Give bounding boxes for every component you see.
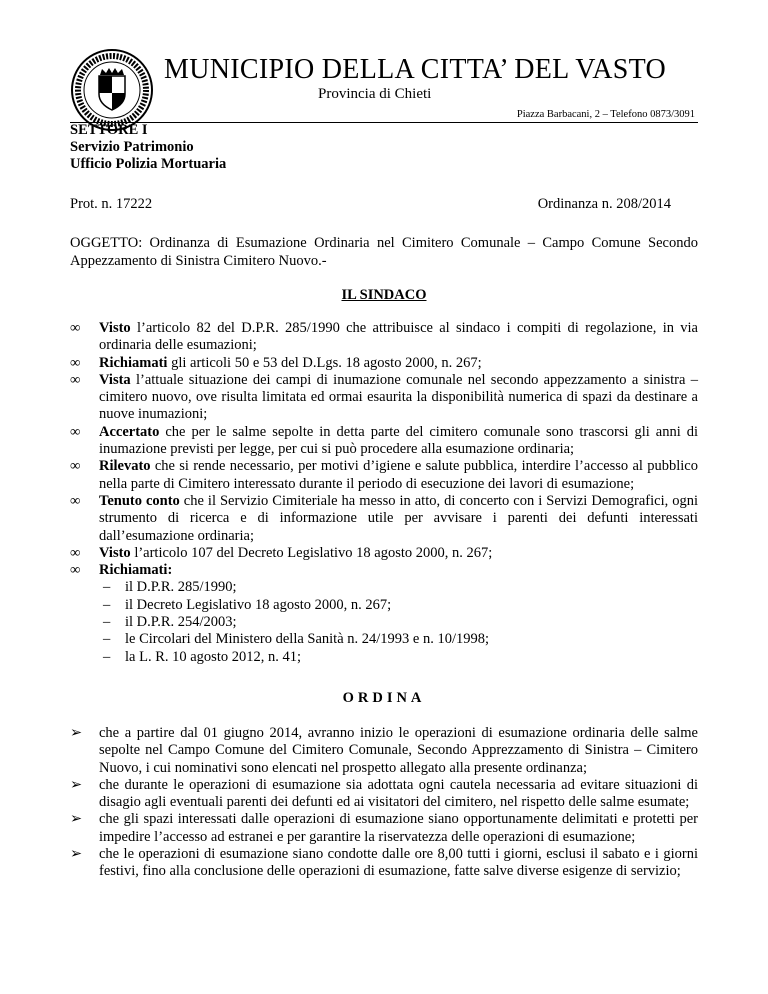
infinity-bullet-icon: ∞ (70, 423, 81, 440)
list-item: ➢ che a partire dal 01 giugno 2014, avranno inizio le operazioni di esumazione ordinaria delle salme sepolte nel Campo Comune del Cimitero Comunale, Secondo Apprezzamento di Sinistra – Cimitero Nuovo, i cui nominativi sono elencati nel prospetto allegato alla presente ordinanza; (70, 725, 698, 776)
arrow-bullet-icon: ➢ (70, 725, 83, 741)
municipal-seal-logo (70, 48, 154, 132)
dash-bullet-icon: – (103, 648, 111, 665)
infinity-bullet-icon: ∞ (70, 562, 81, 579)
ordina-heading: ORDINA (342, 690, 426, 706)
sublist-item: – le Circolari del Ministero della Sanità n. 24/1993 e n. 10/1998; (103, 631, 490, 648)
orders-list (70, 725, 698, 881)
list-item: ∞ Visto l’articolo 82 del D.P.R. 285/1990 che attribuisce al sindaco i compiti di regolazione, in via ordinaria delle esumazioni; (70, 320, 698, 354)
sublist-item: – il D.P.R. 254/2003; (103, 614, 237, 631)
ordinance-number: Ordinanza n. 208/2014 (537, 196, 671, 212)
dash-bullet-icon: – (103, 579, 111, 596)
dash-bullet-icon: – (103, 596, 111, 613)
service-name: Servizio Patrimonio (70, 139, 194, 155)
list-item: ∞ Accertato che per le salme sepolte in detta parte del cimitero comunale sono trascorsi gli anni di inumazione previsti per legge, per cui si può procedere alla esumazione ordinaria; (70, 423, 698, 458)
infinity-bullet-icon: ∞ (70, 544, 81, 561)
dash-bullet-icon: – (103, 614, 111, 631)
office-name: Ufficio Polizia Mortuaria (70, 156, 227, 172)
list-item: ∞ Tenuto conto che il Servizio Cimiteriale ha messo in atto, di concerto con i Servizi Demografici, ogni strumento di ricerca e di informazione utile per avvisare i parenti dei defunti interessati dall’esumazione ordinaria; (70, 492, 698, 544)
sector-block (70, 122, 226, 173)
infinity-bullet-icon: ∞ (70, 492, 81, 509)
list-item: ➢ che gli spazi interessati dalle operazioni di esumazione siano opportunamente delimitati e protetti per impedire l’accesso ad estranei e per garantire la riservatezza delle operazioni di esumazione; (70, 811, 698, 845)
list-item: ∞ Vista l’attuale situazione dei campi di inumazione comunale nel secondo appezzamento a sinistra – cimitero nuovo, ove risulta limitata ed ormai esaurita la disponibilità numerica di spazi da destinare a nuove inumazioni; (70, 371, 698, 423)
list-item: ∞ Richiamati: – il D.P.R. 285/1990; – il Decreto Legislativo 18 agosto 2000, n. 267; – il D.P.R. 254/2003; – le Circolari del Ministero della Sanità n. 24/1993 e n. 10/1998; – la L. R. 10 agosto 2012, n. 41; (70, 562, 698, 666)
subject-paragraph: OGGETTO: Ordinanza di Esumazione Ordinaria nel Cimitero Comunale – Campo Comune Secondo Appezzamento di Sinistra Cimitero Nuovo.- (70, 235, 698, 269)
page-title: MUNICIPIO DELLA CITTA’ DEL VASTO (164, 54, 667, 85)
infinity-bullet-icon: ∞ (70, 320, 81, 336)
province-subtitle: Provincia di Chieti (318, 86, 432, 102)
arrow-bullet-icon: ➢ (70, 811, 83, 828)
list-item: ➢ che durante le operazioni di esumazione sia adottata ogni cautela necessaria ad evitare situazioni di disagio agli eventuali parenti dei defunti ed ai visitatori del cimitero, nel rispetto delle salme esumate; (70, 776, 698, 811)
list-item: ∞ Richiamati gli articoli 50 e 53 del D.Lgs. 18 agosto 2000, n. 267; (70, 354, 482, 371)
infinity-bullet-icon: ∞ (70, 354, 81, 371)
sublist-item: – il D.P.R. 285/1990; (103, 579, 237, 596)
arrow-bullet-icon: ➢ (70, 776, 83, 793)
list-item: ∞ Rilevato che si rende necessario, per motivi d’igiene e salute pubblica, interdire l’accesso al pubblico nella parte di Cimitero interessato durante il periodo di esecuzione dei lavori di esumazione; (70, 458, 698, 492)
sindaco-heading: IL SINDACO (341, 287, 427, 303)
references-sublist (99, 579, 698, 665)
arrow-bullet-icon: ➢ (70, 846, 83, 863)
dash-bullet-icon: – (103, 631, 111, 648)
premises-list (70, 320, 698, 666)
address-line: Piazza Barbacani, 2 – Telefono 0873/3091 (516, 109, 695, 120)
list-item: ∞ Visto l’articolo 107 del Decreto Legislativo 18 agosto 2000, n. 267; (70, 544, 493, 561)
protocol-number: Prot. n. 17222 (70, 196, 153, 212)
sublist-item: – la L. R. 10 agosto 2012, n. 41; (103, 648, 302, 665)
sublist-item: – il Decreto Legislativo 18 agosto 2000, n. 267; (103, 596, 392, 613)
list-item: ➢ che le operazioni di esumazione siano condotte dalle ore 8,00 tutti i giorni, esclusi il sabato e i giorni festivi, fino alla conclusione delle operazioni di esumazione, fatte salve diverse esigenze di servizio; (70, 846, 698, 880)
sector-name: SETTORE I (70, 122, 148, 138)
infinity-bullet-icon: ∞ (70, 458, 81, 475)
infinity-bullet-icon: ∞ (70, 371, 81, 388)
